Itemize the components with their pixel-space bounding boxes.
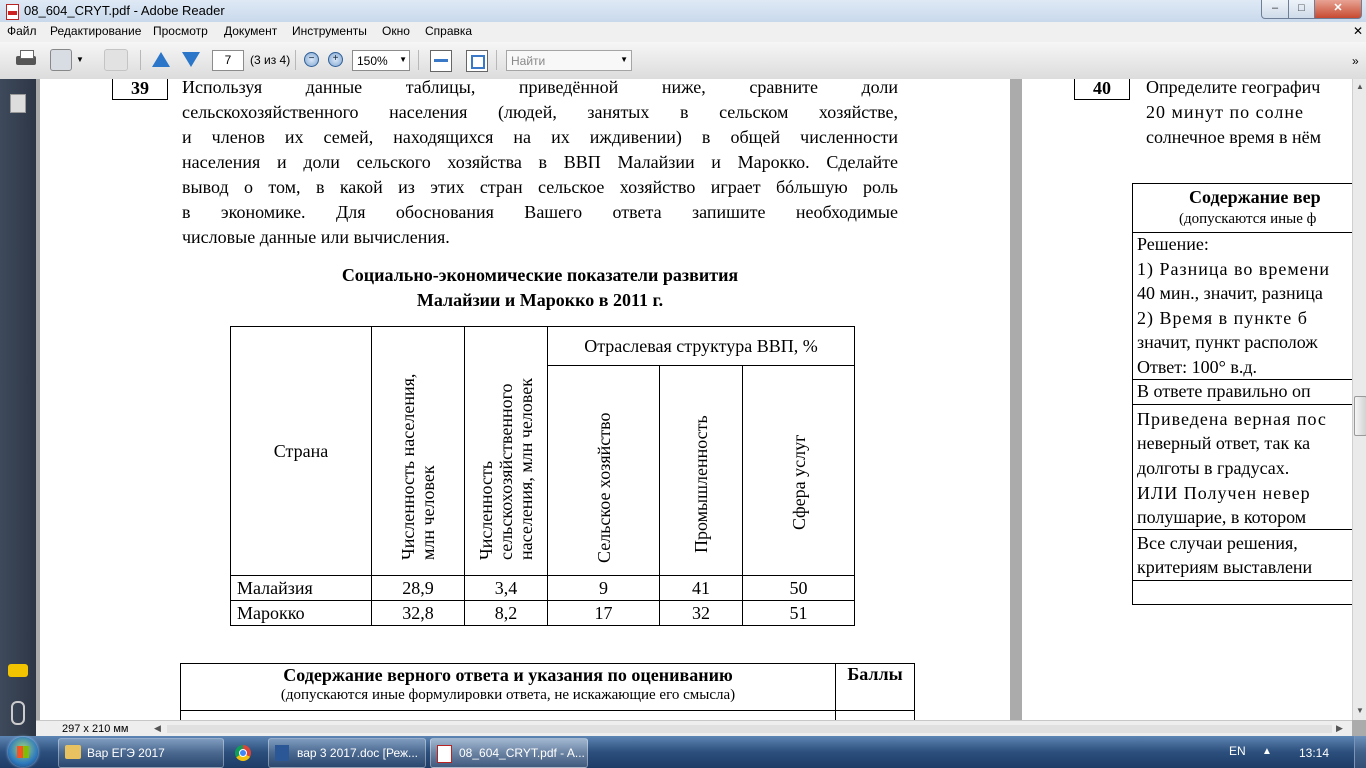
criteria-line: В ответе правильно оп [1137, 381, 1311, 401]
criteria-divider [1133, 404, 1352, 405]
title-bar [0, 0, 1366, 22]
scroll-up-icon[interactable]: ▲ [1356, 82, 1364, 91]
pdf-app-icon [6, 4, 19, 20]
menu-view[interactable]: Просмотр [153, 24, 208, 38]
paragraph-line: Определите географич [1146, 79, 1321, 97]
criteria-line: ИЛИ Получен невер [1137, 483, 1311, 503]
tray-expand-icon[interactable]: ▲ [1262, 746, 1272, 757]
answer-body-cell [181, 711, 836, 721]
fit-width-icon[interactable] [466, 50, 488, 72]
answer-table [180, 663, 915, 720]
criteria-table [1132, 183, 1352, 605]
task-number: 40 [1074, 79, 1130, 100]
paragraph-line: солнечное время в нём [1146, 127, 1321, 147]
answer-header: Содержание верного ответа и указания по оцениванию [283, 665, 733, 685]
close-button[interactable]: ✕ [1314, 0, 1362, 19]
taskbar-item-reader[interactable] [430, 738, 588, 768]
scroll-left-icon[interactable]: ◀ [154, 723, 161, 733]
pdf-page-right [1022, 79, 1352, 720]
cell-agri-pop: 3,4 [465, 576, 548, 601]
cell-industry: 41 [660, 576, 743, 601]
criteria-line: долготы в градусах. [1137, 458, 1290, 478]
taskbar-item-label: Вар ЕГЭ 2017 [87, 746, 165, 760]
header-agriculture: Сельское хозяйство [548, 366, 660, 576]
next-page-icon[interactable] [182, 52, 200, 67]
scroll-down-icon[interactable]: ▼ [1356, 706, 1364, 715]
folder-icon [65, 745, 81, 759]
criteria-line: Приведена верная пос [1137, 409, 1327, 429]
taskbar-item-folder[interactable] [58, 738, 224, 768]
comments-panel-icon[interactable] [8, 664, 28, 677]
find-placeholder: Найти [511, 54, 546, 68]
points-body-cell [836, 711, 915, 721]
paragraph-line: числовые данные или вычисления. [182, 227, 450, 247]
navigation-pane [0, 79, 36, 736]
cell-agriculture: 17 [548, 601, 660, 626]
page-count: (3 из 4) [250, 53, 291, 67]
menu-edit[interactable]: Редактирование [50, 24, 142, 38]
cell-population: 28,9 [372, 576, 465, 601]
toolbar-divider [295, 50, 296, 70]
page-number-input[interactable]: 7 [212, 50, 244, 71]
attachments-panel-icon[interactable] [11, 701, 25, 725]
pages-panel-icon[interactable] [10, 94, 26, 113]
chrome-icon[interactable] [235, 745, 251, 761]
menu-window[interactable]: Окно [382, 24, 410, 38]
criteria-line: неверный ответ, так ка [1137, 433, 1311, 453]
criteria-subheader: (допускаются иные ф [1179, 211, 1317, 227]
header-population: Численность населения, млн человек [372, 327, 465, 576]
menu-document[interactable]: Документ [224, 24, 278, 38]
fit-page-icon[interactable] [430, 50, 452, 72]
pdf-icon [437, 745, 452, 763]
find-input[interactable] [506, 50, 632, 71]
status-bar [36, 720, 1352, 737]
scroll-right-icon[interactable]: ▶ [1336, 723, 1343, 733]
cell-country: Малайзия [231, 576, 372, 601]
previous-page-icon[interactable] [152, 52, 170, 67]
answer-header-cell [181, 664, 836, 711]
solution-answer: Ответ: 100° в.д. [1137, 357, 1257, 377]
header-agri-population: Численность сельскохозяйственного населения, млн человек [465, 327, 548, 576]
taskbar-item-label: 08_604_CRYT.pdf - A... [459, 746, 585, 760]
solution-label: Решение: [1137, 234, 1209, 254]
zoom-in-icon[interactable]: + [328, 52, 343, 67]
criteria-line: полушарие, в котором [1137, 507, 1307, 527]
header-country: Страна [231, 327, 372, 576]
menu-bar [0, 22, 1366, 42]
solution-line: 40 мин., значит, разница [1137, 283, 1323, 303]
window-title: 08_604_CRYT.pdf - Adobe Reader [24, 3, 225, 18]
table-row [231, 601, 855, 626]
paragraph-line: сельскохозяйственного населения (людей, занятых в сельском хозяйстве, [182, 102, 898, 122]
chevron-down-icon: ▼ [620, 55, 628, 64]
vertical-scrollbar[interactable] [1352, 79, 1366, 720]
menu-help[interactable]: Справка [425, 24, 473, 38]
show-desktop-button[interactable] [1354, 736, 1366, 768]
word-document-icon [275, 745, 289, 761]
cell-country: Марокко [231, 601, 372, 626]
taskbar [0, 736, 1366, 768]
paragraph-line: в экономике. Для обоснования Вашего ответа запишите необходимые [182, 202, 898, 222]
page-size: 297 x 210 мм [62, 723, 129, 735]
chevron-down-icon: ▼ [399, 55, 407, 64]
table-subtitle: Малайзии и Марокко в 2011 г. [416, 290, 664, 310]
paragraph-line: вывод о том, в какой из этих стран сельское хозяйство играет бóльшую роль [182, 177, 898, 197]
language-indicator[interactable]: EN [1229, 744, 1246, 758]
criteria-header: Содержание вер [1189, 187, 1321, 207]
table-title: Социально-экономические показатели развития [341, 265, 739, 285]
cell-industry: 32 [660, 601, 743, 626]
criteria-line: Все случаи решения, [1137, 533, 1298, 553]
collaborate-icon [104, 49, 128, 71]
criteria-line: критериям выставлени [1137, 557, 1313, 577]
criteria-divider [1133, 529, 1352, 530]
menu-file[interactable]: Файл [7, 24, 37, 38]
horizontal-scrollbar[interactable] [167, 725, 1332, 733]
header-services: Сфера услуг [743, 366, 855, 576]
solution-line: 1) Разница во времени [1137, 259, 1331, 279]
table-row [231, 576, 855, 601]
taskbar-item-label: вар 3 2017.doc [Реж... [297, 746, 419, 760]
toolbar-divider [496, 50, 497, 70]
create-pdf-icon[interactable] [50, 49, 72, 71]
paragraph-line: 20 минут по солне [1146, 102, 1305, 122]
zoom-value: 150% [357, 54, 388, 68]
clock[interactable]: 13:14 [1299, 746, 1330, 760]
chevron-down-icon[interactable]: ▼ [76, 55, 84, 64]
zoom-select[interactable] [352, 50, 410, 71]
pdf-page-left [40, 79, 1010, 720]
solution-line: значит, пункт располож [1137, 332, 1318, 352]
answer-subheader: (допускаются иные формулировки ответа, не искажающие его смысла) [280, 687, 736, 703]
toolbar-overflow-icon[interactable]: » [1352, 54, 1359, 68]
scrollbar-thumb[interactable] [1354, 396, 1366, 436]
paragraph-line: населения и доли сельского хозяйства в ВВП Малайзии и Марокко. Сделайте [182, 152, 898, 172]
solution-line: 2) Время в пункте б [1137, 308, 1308, 328]
paragraph-line: Используя данные таблицы, приведённой ниже, сравните доли [182, 79, 898, 97]
cell-agriculture: 9 [548, 576, 660, 601]
document-close-icon[interactable]: ✕ [1353, 24, 1364, 38]
toolbar-divider [140, 50, 141, 70]
cell-population: 32,8 [372, 601, 465, 626]
task-number: 39 [112, 79, 168, 100]
cell-agri-pop: 8,2 [465, 601, 548, 626]
cell-services: 51 [743, 601, 855, 626]
header-gdp-structure: Отраслевая структура ВВП, % [548, 327, 855, 366]
taskbar-item-word[interactable] [268, 738, 426, 768]
toolbar-divider [418, 50, 419, 70]
toolbar [0, 42, 1366, 80]
print-icon[interactable] [16, 50, 36, 68]
indicators-table [230, 326, 855, 626]
paragraph-line: и членов их семей, находящихся на их иждивении) в общей численности [182, 127, 898, 147]
minimize-button[interactable]: – [1261, 0, 1289, 19]
start-button-icon[interactable] [8, 737, 38, 767]
header-industry: Промышленность [660, 366, 743, 576]
criteria-divider [1133, 580, 1352, 581]
cell-services: 50 [743, 576, 855, 601]
maximize-button[interactable]: □ [1288, 0, 1315, 19]
zoom-out-icon[interactable]: − [304, 52, 319, 67]
document-view[interactable] [36, 79, 1352, 720]
menu-tools[interactable]: Инструменты [292, 24, 367, 38]
points-header: Баллы [836, 664, 915, 711]
